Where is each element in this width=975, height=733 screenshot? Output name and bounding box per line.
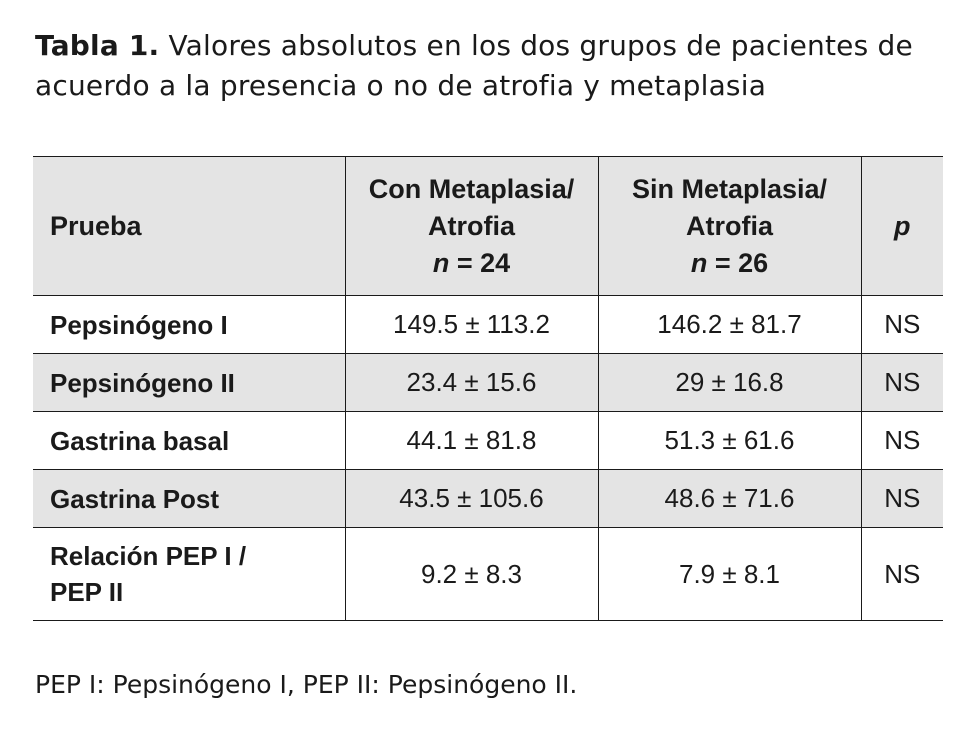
header-sin-n-value: = 26 bbox=[707, 247, 769, 278]
header-sin-n bbox=[599, 245, 861, 282]
row-label: Gastrina Post bbox=[33, 470, 345, 528]
row-label bbox=[33, 528, 345, 621]
header-con-metaplasia bbox=[345, 157, 598, 296]
header-con-n-label: n bbox=[432, 247, 450, 278]
header-sin-n-label: n bbox=[690, 247, 708, 278]
results-table bbox=[33, 156, 943, 621]
table-row bbox=[33, 296, 943, 354]
row-label: Gastrina basal bbox=[33, 412, 345, 470]
header-prueba: Prueba bbox=[33, 157, 345, 296]
cell-con: 43.5 ± 105.6 bbox=[345, 470, 598, 528]
row-label: Pepsinógeno II bbox=[33, 354, 345, 412]
table-row bbox=[33, 354, 943, 412]
row-label: Pepsinógeno I bbox=[33, 296, 345, 354]
caption-label: Tabla 1. bbox=[35, 29, 160, 62]
row-label-line1: Relación PEP I / bbox=[50, 541, 247, 571]
cell-con: 149.5 ± 113.2 bbox=[345, 296, 598, 354]
header-con-n bbox=[346, 245, 598, 282]
table-footnote: PEP I: Pepsinógeno I, PEP II: Pepsinógeno II. bbox=[35, 670, 578, 699]
cell-sin: 146.2 ± 81.7 bbox=[598, 296, 861, 354]
cell-p: NS bbox=[861, 412, 943, 470]
header-sin-metaplasia bbox=[598, 157, 861, 296]
header-con-line1: Con Metaplasia/ bbox=[368, 173, 575, 204]
table-row bbox=[33, 528, 943, 621]
cell-p: NS bbox=[861, 528, 943, 621]
header-p-label: p bbox=[894, 210, 911, 241]
cell-p: NS bbox=[861, 470, 943, 528]
cell-p: NS bbox=[861, 296, 943, 354]
cell-sin: 51.3 ± 61.6 bbox=[598, 412, 861, 470]
cell-sin: 7.9 ± 8.1 bbox=[598, 528, 861, 621]
header-con-n-value: = 24 bbox=[449, 247, 511, 278]
row-label-line2: PEP II bbox=[50, 577, 124, 607]
header-con-line2: Atrofia bbox=[428, 210, 515, 241]
table-row bbox=[33, 470, 943, 528]
header-p bbox=[861, 157, 943, 296]
cell-sin: 48.6 ± 71.6 bbox=[598, 470, 861, 528]
header-sin-line1: Sin Metaplasia/ bbox=[631, 173, 828, 204]
table-header-row bbox=[33, 157, 943, 296]
table-row bbox=[33, 412, 943, 470]
cell-con: 23.4 ± 15.6 bbox=[345, 354, 598, 412]
cell-sin: 29 ± 16.8 bbox=[598, 354, 861, 412]
cell-p: NS bbox=[861, 354, 943, 412]
cell-con: 9.2 ± 8.3 bbox=[345, 528, 598, 621]
header-sin-line2: Atrofia bbox=[686, 210, 773, 241]
table-caption bbox=[35, 26, 950, 106]
caption-text: Valores absolutos en los dos grupos de pacientes de acuerdo a la presencia o no de atrofia y metaplasia bbox=[35, 29, 913, 102]
cell-con: 44.1 ± 81.8 bbox=[345, 412, 598, 470]
